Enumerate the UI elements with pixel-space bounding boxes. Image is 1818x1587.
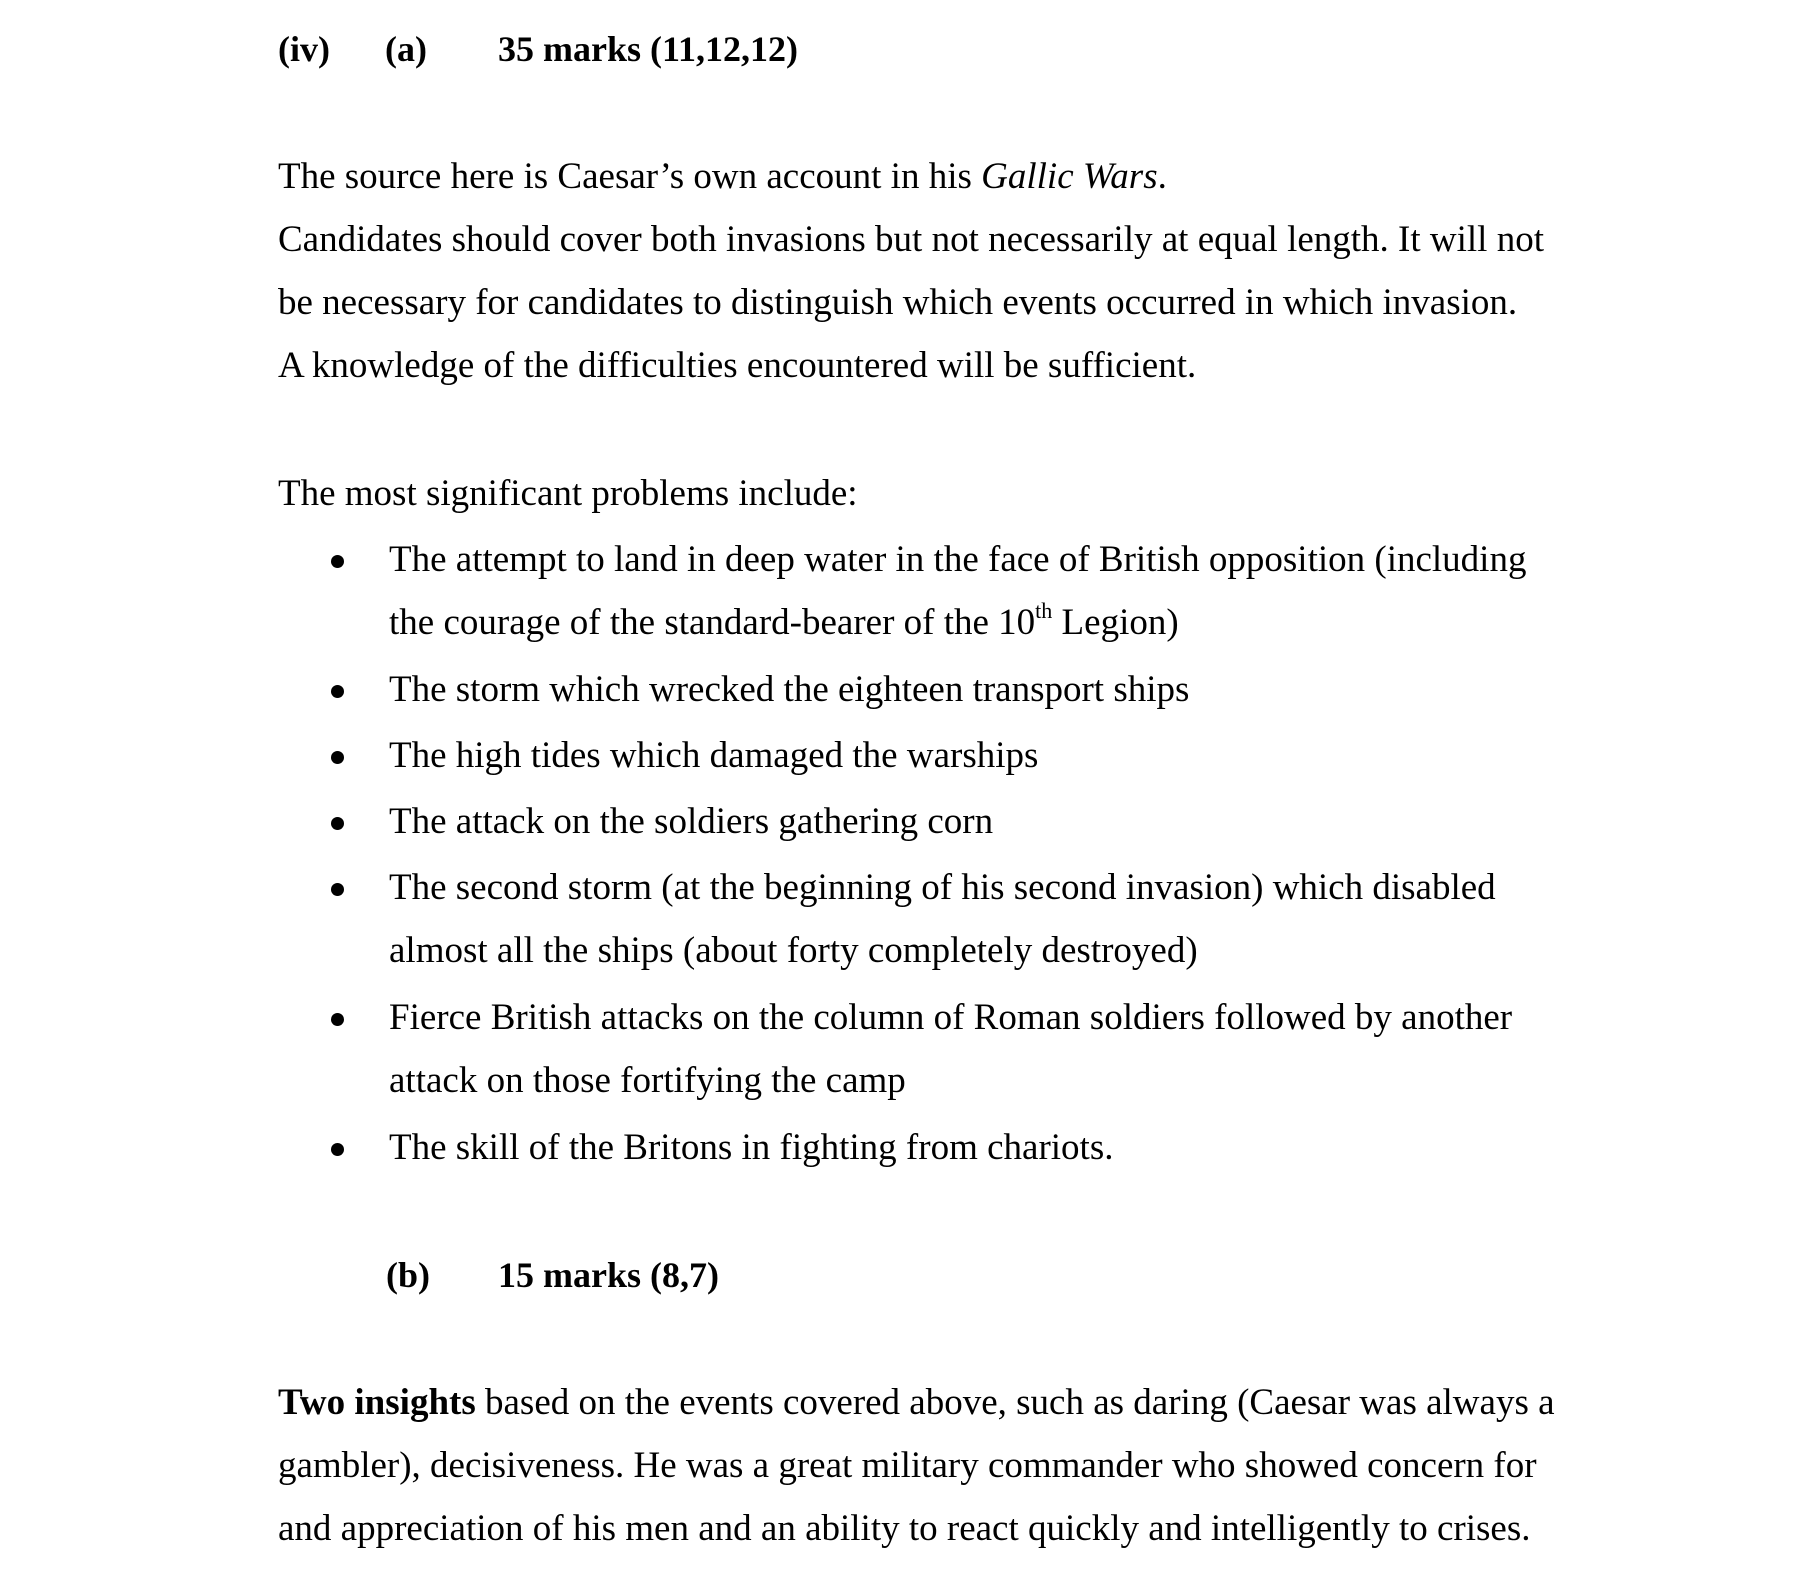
list-item-line-2-prefix: the courage of the standard-bearer of the 10 <box>389 602 1036 643</box>
insights-line-1 <box>278 1381 1555 1424</box>
list-item-line-2-suffix: Legion) <box>1052 602 1179 643</box>
section-a-marks: 35 marks (11,12,12) <box>498 29 798 69</box>
insights-line-2: gambler), decisiveness. He was a great military commander who showed concern for <box>278 1445 1537 1486</box>
insights-bold-lead: Two insights <box>278 1382 476 1423</box>
list-item-line-1: Fierce British attacks on the column of Roman soldiers followed by another <box>389 997 1513 1038</box>
insights-line-1-rest: based on the events covered above, such as daring (Caesar was always a <box>475 1382 1555 1423</box>
intro-line-1-suffix: . <box>1157 156 1167 197</box>
intro-line-3: be necessary for candidates to distinguish which events occurred in which invasion. <box>278 282 1518 323</box>
list-item-line-1: The skill of the Britons in fighting from chariots. <box>389 1127 1114 1168</box>
insights-line-3: and appreciation of his men and an ability to react quickly and intelligently to crises. <box>278 1508 1531 1549</box>
intro-line-1-prefix: The source here is Caesar’s own account in his <box>278 156 982 197</box>
list-item-line-2: attack on those fortifying the camp <box>389 1060 906 1101</box>
list-item-line-1: The storm which wrecked the eighteen transport ships <box>389 669 1190 710</box>
intro-line-1 <box>278 155 1167 198</box>
list-item-line-2 <box>389 598 1179 644</box>
section-a-part-label: (a) <box>385 29 427 69</box>
bullet-icon <box>331 883 344 896</box>
section-b-part-label: (b) <box>386 1255 430 1295</box>
list-item-line-1: The second storm (at the beginning of his second invasion) which disabled <box>389 867 1496 908</box>
list-item-line-1: The attempt to land in deep water in the face of British opposition (including <box>389 539 1527 580</box>
source-title: Gallic Wars <box>981 156 1158 197</box>
bullet-icon <box>331 1143 344 1156</box>
list-item-line-2: almost all the ships (about forty completely destroyed) <box>389 930 1198 971</box>
bullet-icon <box>331 685 344 698</box>
list-item-line-1: The attack on the soldiers gathering corn <box>389 801 994 842</box>
bullet-icon <box>331 817 344 830</box>
problems-heading: The most significant problems include: <box>278 473 858 514</box>
intro-line-2: Candidates should cover both invasions but not necessarily at equal length. It will not <box>278 219 1544 260</box>
bullet-icon <box>331 555 344 568</box>
intro-line-4: A knowledge of the difficulties encountered will be sufficient. <box>278 345 1197 386</box>
bullet-icon <box>331 1013 344 1026</box>
section-b-marks: 15 marks (8,7) <box>498 1255 719 1295</box>
ordinal-suffix: th <box>1035 598 1053 623</box>
section-number: (iv) <box>278 29 330 69</box>
list-item-line-1: The high tides which damaged the warships <box>389 735 1039 776</box>
bullet-icon <box>331 751 344 764</box>
